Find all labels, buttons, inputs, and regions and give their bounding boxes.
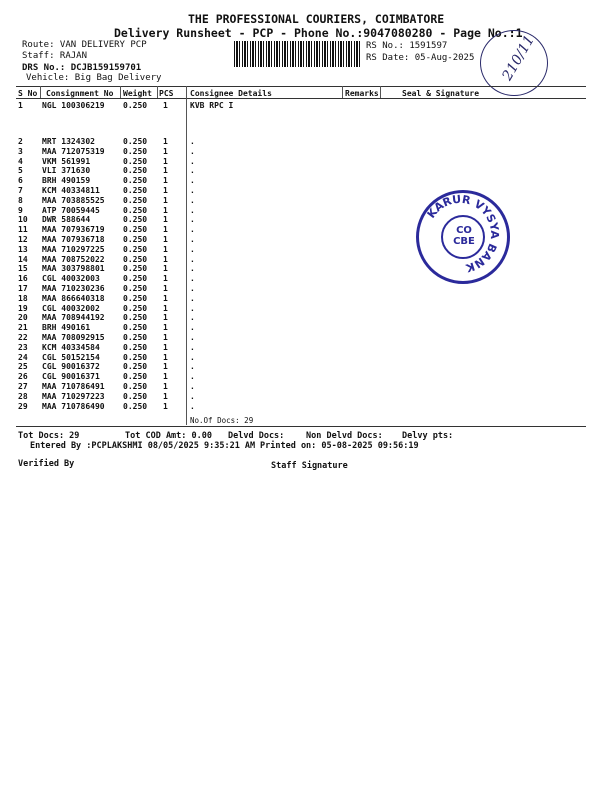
row-weight: 0.250	[123, 137, 148, 146]
row-consignee: .	[190, 176, 195, 186]
row-weight: 0.250	[123, 186, 148, 195]
row-consignee: .	[190, 244, 195, 254]
row-consignee: .	[190, 235, 195, 244]
row-sno: 10	[18, 215, 28, 225]
row-sno: 5	[18, 166, 23, 176]
col-sno: S No	[18, 89, 38, 98]
row-weight: 0.250	[123, 254, 148, 264]
table-row	[0, 166, 600, 176]
row-sno: 4	[18, 156, 23, 166]
table-row	[0, 382, 600, 392]
row-consignment: MAA 708944192	[42, 313, 105, 323]
table-row	[0, 264, 600, 274]
runsheet-subtitle: Delivery Runsheet - PCP - Phone No.:9047080280 - Page No.:1	[114, 26, 523, 40]
row-consignee: .	[190, 156, 195, 166]
row-sno: 6	[18, 176, 23, 186]
row-sno: 26	[18, 372, 28, 382]
row-pcs: 1	[163, 186, 168, 195]
row-consignee: .	[190, 186, 195, 195]
row-pcs: 1	[163, 313, 168, 323]
row-sno: 24	[18, 352, 28, 362]
col-rule	[40, 86, 41, 98]
row-consignee: .	[190, 313, 195, 323]
row-consignee: .	[190, 284, 195, 293]
row-consignee: .	[190, 254, 195, 264]
row-pcs: 1	[163, 254, 168, 264]
row-consignment: VKM 561991	[42, 156, 91, 166]
row-weight: 0.250	[123, 195, 148, 205]
handwritten-note: 210/11	[499, 32, 538, 84]
table-row	[0, 186, 600, 196]
row-consignee: .	[190, 303, 195, 313]
row-weight: 0.250	[123, 372, 148, 382]
row-pcs: 1	[163, 352, 168, 362]
entered-by: Entered By :PCPLAKSHMI 08/05/2025 9:35:21 AM	[30, 441, 256, 451]
row-consignment: MAA 710297225	[42, 244, 105, 254]
row-sno: 9	[18, 205, 23, 215]
row-consignee: .	[190, 372, 195, 382]
row-sno: 27	[18, 382, 28, 391]
row-consignee: .	[190, 264, 195, 274]
row-weight: 0.250	[123, 156, 148, 166]
row-weight: 0.250	[123, 333, 148, 342]
no-of-docs: No.Of Docs: 29	[190, 416, 254, 425]
table-bottom-rule	[16, 426, 586, 427]
table-row	[0, 343, 600, 353]
row-sno: 14	[18, 254, 28, 264]
row-consignee: .	[190, 352, 195, 362]
row-weight: 0.250	[123, 284, 148, 293]
table-row	[0, 333, 600, 343]
col-seal: Seal & Signature	[402, 89, 480, 98]
col-consignment: Consignment No	[46, 89, 114, 98]
row-sno: 15	[18, 264, 28, 274]
row-pcs: 1	[163, 264, 168, 274]
row-sno: 2	[18, 137, 23, 146]
row-consignment: MAA 708092915	[42, 333, 105, 342]
staff-signature: Staff Signature	[271, 461, 348, 471]
row-pcs: 1	[163, 156, 168, 166]
row-consignment: MAA 303798801	[42, 264, 105, 274]
row-consignee: .	[190, 362, 195, 372]
row-consignee: .	[190, 391, 195, 401]
row-consignee: .	[190, 146, 195, 156]
table-row	[0, 235, 600, 245]
barcode	[234, 41, 362, 67]
row-consignment: CGL 50152154	[42, 352, 100, 362]
delvy-pts: Delvy pts:	[402, 431, 454, 441]
row-consignee: .	[190, 382, 195, 391]
table-row	[0, 353, 600, 363]
company-name: THE PROFESSIONAL COURIERS, COIMBATORE	[188, 12, 445, 26]
row-consignee: .	[190, 205, 195, 215]
rs-date: RS Date: 05-Aug-2025	[366, 53, 475, 63]
table-row	[0, 215, 600, 225]
row-consignee: KVB RPC I	[190, 101, 234, 110]
table-header-rule	[16, 98, 586, 99]
row-consignment: CGL 90016371	[42, 372, 100, 382]
row-consignment: CGL 40032002	[42, 303, 100, 313]
row-consignment: MAA 710786490	[42, 401, 105, 411]
tot-docs: Tot Docs: 29	[18, 431, 80, 441]
row-weight: 0.250	[123, 352, 148, 362]
col-rule	[186, 86, 187, 98]
route-label: Route: VAN DELIVERY PCP	[22, 40, 147, 50]
table-row	[0, 196, 600, 206]
vehicle-label: Vehicle: Big Bag Delivery	[26, 73, 162, 83]
row-sno: 3	[18, 146, 23, 156]
row-sno: 22	[18, 333, 28, 342]
row-consignment: MAA 707936719	[42, 225, 105, 235]
row-consignment: KCM 40334584	[42, 342, 100, 352]
table-row	[0, 101, 600, 111]
table-row	[0, 137, 600, 147]
row-pcs: 1	[163, 362, 168, 372]
row-weight: 0.250	[123, 362, 148, 372]
row-pcs: 1	[163, 195, 168, 205]
row-consignment: MAA 712075319	[42, 146, 105, 156]
table-row	[0, 323, 600, 333]
table-row	[0, 206, 600, 216]
row-pcs: 1	[163, 382, 168, 391]
col-rule	[342, 86, 343, 98]
table-row	[0, 176, 600, 186]
row-consignment: MAA 866640318	[42, 293, 105, 303]
row-consignment: MAA 703885525	[42, 195, 105, 205]
row-weight: 0.250	[123, 391, 148, 401]
row-consignee: .	[190, 166, 195, 176]
table-row	[0, 245, 600, 255]
col-remarks: Remarks	[345, 89, 379, 98]
row-weight: 0.250	[123, 215, 148, 225]
col-rule	[120, 86, 121, 98]
row-consignee: .	[190, 137, 195, 146]
row-sno: 18	[18, 293, 28, 303]
row-pcs: 1	[163, 101, 168, 110]
row-pcs: 1	[163, 244, 168, 254]
row-pcs: 1	[163, 391, 168, 401]
row-consignment: MAA 710786491	[42, 382, 105, 391]
table-row	[0, 157, 600, 167]
row-weight: 0.250	[123, 225, 148, 235]
row-consignment: VLI 371630	[42, 166, 91, 176]
row-sno: 21	[18, 323, 28, 333]
row-consignment: MAA 710230236	[42, 284, 105, 293]
row-pcs: 1	[163, 372, 168, 382]
row-consignee: .	[190, 342, 195, 352]
table-row	[0, 294, 600, 304]
row-pcs: 1	[163, 137, 168, 146]
table-row	[0, 372, 600, 382]
row-weight: 0.250	[123, 274, 148, 284]
table-row	[0, 304, 600, 314]
row-consignee: .	[190, 274, 195, 284]
row-weight: 0.250	[123, 401, 148, 411]
delvd-docs: Delvd Docs:	[228, 431, 285, 441]
row-sno: 13	[18, 244, 28, 254]
stamp-outer-text: KARUR VYSYA BANK	[424, 192, 502, 275]
row-consignment: MAA 710297223	[42, 391, 105, 401]
row-sno: 8	[18, 195, 23, 205]
row-consignment: MRT 1324302	[42, 137, 95, 146]
row-pcs: 1	[163, 333, 168, 342]
row-weight: 0.250	[123, 176, 148, 186]
table-row	[0, 147, 600, 157]
row-weight: 0.250	[123, 323, 148, 333]
row-pcs: 1	[163, 235, 168, 244]
row-consignment: ATP 70059445	[42, 205, 100, 215]
row-consignment: KCM 40334811	[42, 186, 100, 195]
row-consignment: NGL 100306219	[42, 101, 105, 110]
row-sno: 7	[18, 186, 23, 195]
tot-cod: Tot COD Amt: 0.00	[125, 431, 212, 441]
row-pcs: 1	[163, 284, 168, 293]
drs-number: DRS No.: DCJB159159701	[22, 63, 142, 73]
row-weight: 0.250	[123, 264, 148, 274]
verified-by: Verified By	[18, 459, 75, 469]
row-weight: 0.250	[123, 235, 148, 244]
rs-number: RS No.: 1591597	[366, 41, 448, 51]
row-weight: 0.250	[123, 342, 148, 352]
row-consignee: .	[190, 195, 195, 205]
row-consignee: .	[190, 215, 195, 225]
row-pcs: 1	[163, 342, 168, 352]
row-pcs: 1	[163, 225, 168, 235]
row-consignee: .	[190, 333, 195, 342]
table-row	[0, 255, 600, 265]
row-consignment: DWR 588644	[42, 215, 91, 225]
table-row	[0, 313, 600, 323]
table-row	[0, 284, 600, 294]
row-pcs: 1	[163, 176, 168, 186]
row-weight: 0.250	[123, 205, 148, 215]
row-pcs: 1	[163, 323, 168, 333]
staff-label: Staff: RAJAN	[22, 51, 88, 61]
non-delvd-docs: Non Delvd Docs:	[306, 431, 383, 441]
row-sno: 29	[18, 401, 28, 411]
row-consignee: .	[190, 293, 195, 303]
row-sno: 1	[18, 101, 23, 110]
row-consignment: BRH 490161	[42, 323, 91, 333]
row-weight: 0.250	[123, 313, 148, 323]
row-weight: 0.250	[123, 244, 148, 254]
row-pcs: 1	[163, 401, 168, 411]
table-row	[0, 225, 600, 235]
row-consignment: CGL 90016372	[42, 362, 100, 372]
row-pcs: 1	[163, 146, 168, 156]
row-sno: 28	[18, 391, 28, 401]
row-consignment: MAA 708752022	[42, 254, 105, 264]
row-sno: 11	[18, 225, 28, 235]
row-consignment: BRH 490159	[42, 176, 91, 186]
row-weight: 0.250	[123, 166, 148, 176]
bank-stamp	[416, 190, 510, 284]
row-sno: 17	[18, 284, 28, 293]
col-rule	[380, 86, 381, 98]
row-weight: 0.250	[123, 293, 148, 303]
row-pcs: 1	[163, 166, 168, 176]
row-weight: 0.250	[123, 146, 148, 156]
printed-on: Printed on: 05-08-2025 09:56:19	[260, 441, 419, 451]
stamp-inner-text: CO CBE	[453, 225, 475, 247]
row-weight: 0.250	[123, 382, 148, 391]
row-consignee: .	[190, 401, 195, 411]
row-pcs: 1	[163, 303, 168, 313]
table-row	[0, 274, 600, 284]
row-sno: 16	[18, 274, 28, 284]
table-top-rule	[16, 86, 586, 87]
row-sno: 20	[18, 313, 28, 323]
row-pcs: 1	[163, 274, 168, 284]
row-weight: 0.250	[123, 303, 148, 313]
row-sno: 19	[18, 303, 28, 313]
col-pcs: PCS	[159, 89, 174, 98]
col-consignee: Consignee Details	[190, 89, 272, 98]
row-pcs: 1	[163, 215, 168, 225]
row-sno: 12	[18, 235, 28, 244]
row-sno: 25	[18, 362, 28, 372]
row-consignee: .	[190, 323, 195, 333]
row-pcs: 1	[163, 205, 168, 215]
row-consignment: CGL 40032003	[42, 274, 100, 284]
row-consignment: MAA 707936718	[42, 235, 105, 244]
table-row	[0, 392, 600, 402]
row-pcs: 1	[163, 293, 168, 303]
table-row	[0, 402, 600, 412]
col-rule	[157, 86, 158, 98]
row-weight: 0.250	[123, 101, 148, 110]
table-row	[0, 362, 600, 372]
row-sno: 23	[18, 342, 28, 352]
col-weight: Weight	[123, 89, 152, 98]
row-consignee: .	[190, 225, 195, 235]
